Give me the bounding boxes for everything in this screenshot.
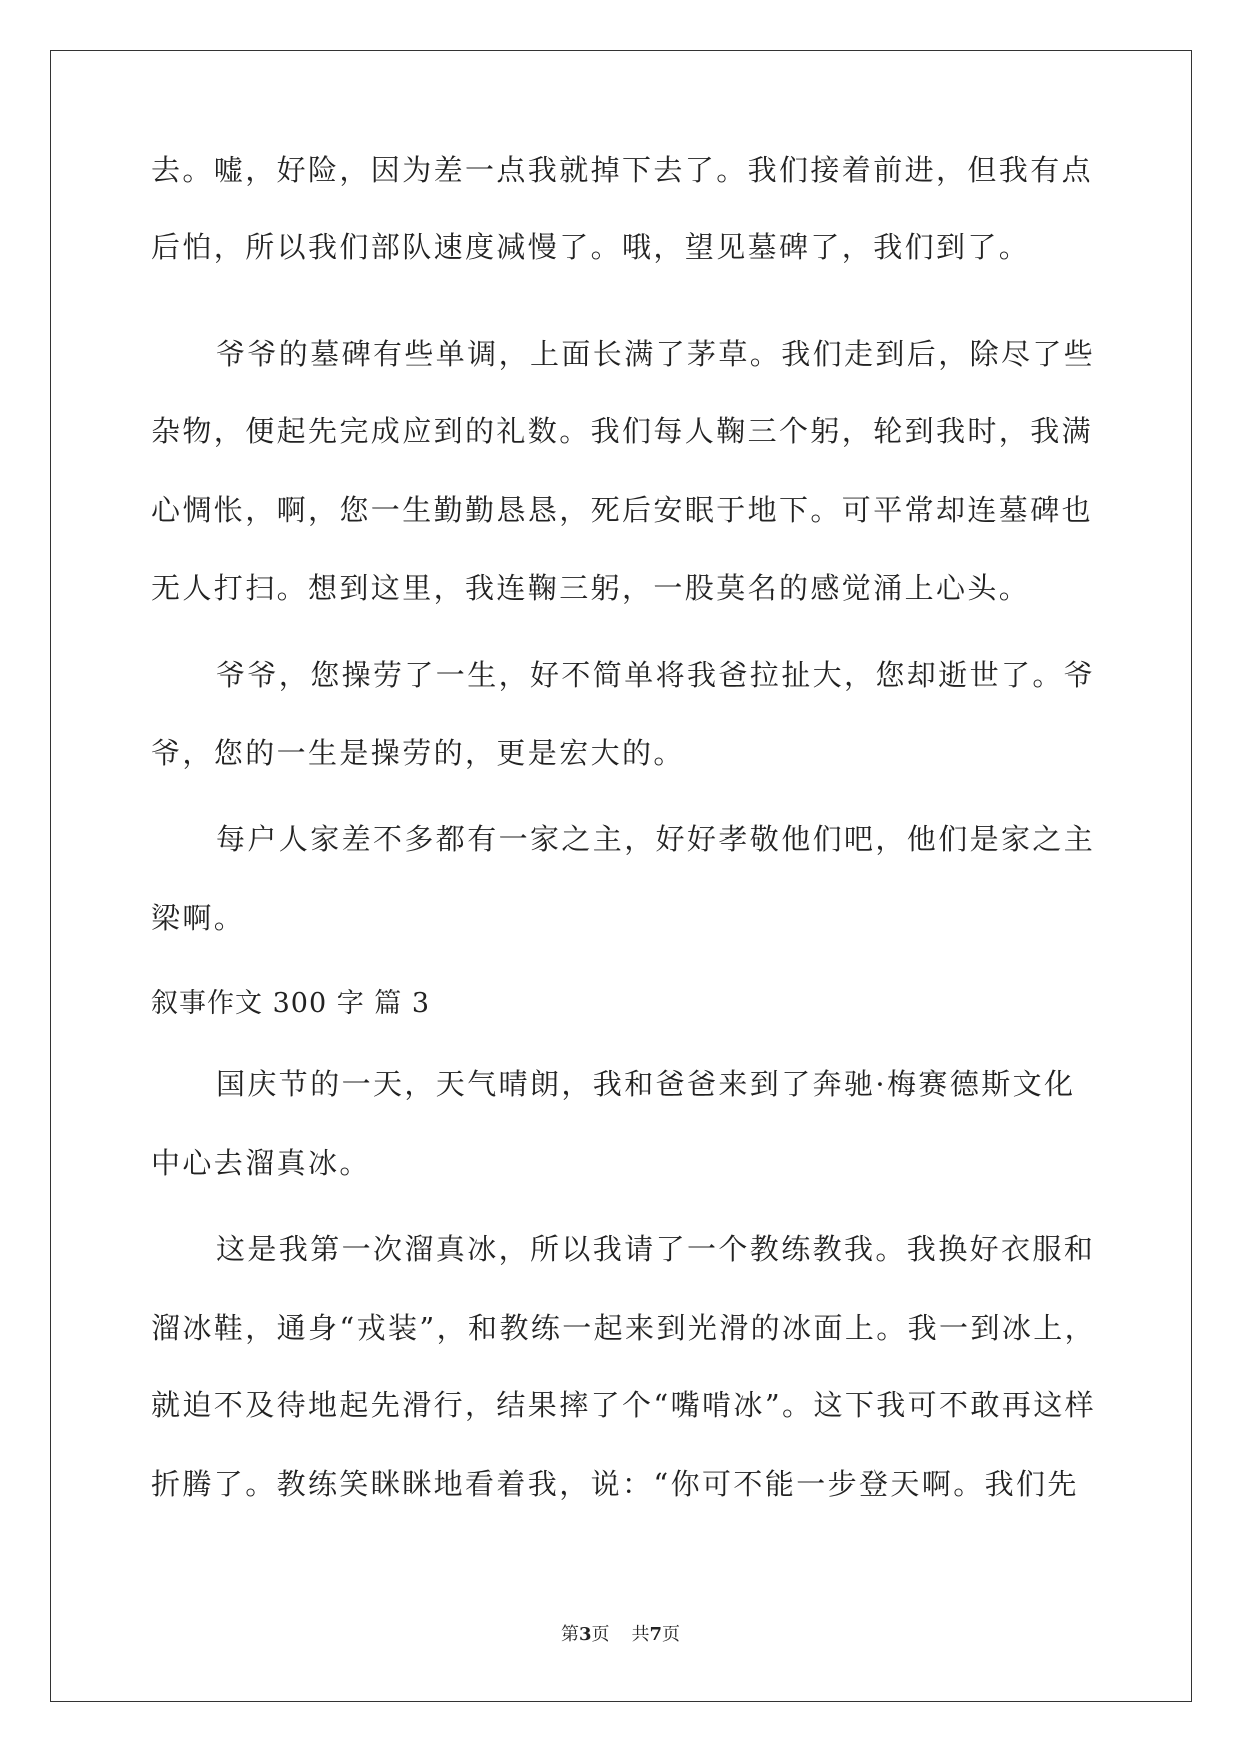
body-line: 杂物，便起先完成应到的礼数。我们每人鞠三个躬，轮到我时，我满: [151, 414, 1094, 448]
body-line: 中心去溜真冰。: [151, 1146, 371, 1180]
body-line: 无人打扫。想到这里，我连鞠三躬，一股莫名的感觉涌上心头。: [151, 571, 1031, 605]
body-line: 折腾了。教练笑眯眯地看着我，说：“你可不能一步登天啊。我们先: [151, 1467, 1079, 1501]
page-footer: [0, 1623, 1241, 1647]
body-line: 后怕，所以我们部队速度减慢了。哦，望见墓碑了，我们到了。: [151, 230, 1031, 264]
paragraph-first-line: 这是我第一次溜真冰，所以我请了一个教练教我。我换好衣服和: [216, 1232, 1096, 1266]
body-line: 溜冰鞋，通身“戎装”，和教练一起来到光滑的冰面上。我一到冰上，: [151, 1311, 1097, 1345]
total-prefix: 共: [631, 1624, 650, 1645]
paragraph-first-line: 爷爷，您操劳了一生，好不简单将我爸拉扯大，您却逝世了。爷: [216, 658, 1096, 692]
body-line: 爷，您的一生是操劳的，更是宏大的。: [151, 736, 685, 770]
paragraph-first-line: 国庆节的一天，天气晴朗，我和爸爸来到了奔驰·梅赛德斯文化: [216, 1067, 1076, 1101]
total-suffix: 页: [662, 1624, 681, 1645]
current-page-number: 3: [578, 1624, 592, 1645]
body-line: 梁啊。: [151, 901, 246, 935]
body-line: 就迫不及待地起先滑行，结果摔了个“嘴啃冰”。这下我可不敢再这样: [151, 1388, 1097, 1422]
body-line: 去。嘘，好险，因为差一点我就掉下去了。我们接着前进，但我有点: [151, 153, 1094, 187]
section-heading: 叙事作文 300 字 篇 3: [151, 988, 431, 1019]
paragraph-first-line: 爷爷的墓碑有些单调，上面长满了茅草。我们走到后，除尽了些: [216, 337, 1096, 371]
page-prefix: 第: [560, 1624, 579, 1645]
page-suffix: 页: [591, 1624, 610, 1645]
paragraph-first-line: 每户人家差不多都有一家之主，好好孝敬他们吧，他们是家之主: [216, 822, 1096, 856]
body-line: 心惆怅，啊，您一生勤勤恳恳，死后安眠于地下。可平常却连墓碑也: [151, 493, 1094, 527]
page-border: [50, 50, 1192, 1702]
total-page-count: 7: [649, 1624, 663, 1645]
